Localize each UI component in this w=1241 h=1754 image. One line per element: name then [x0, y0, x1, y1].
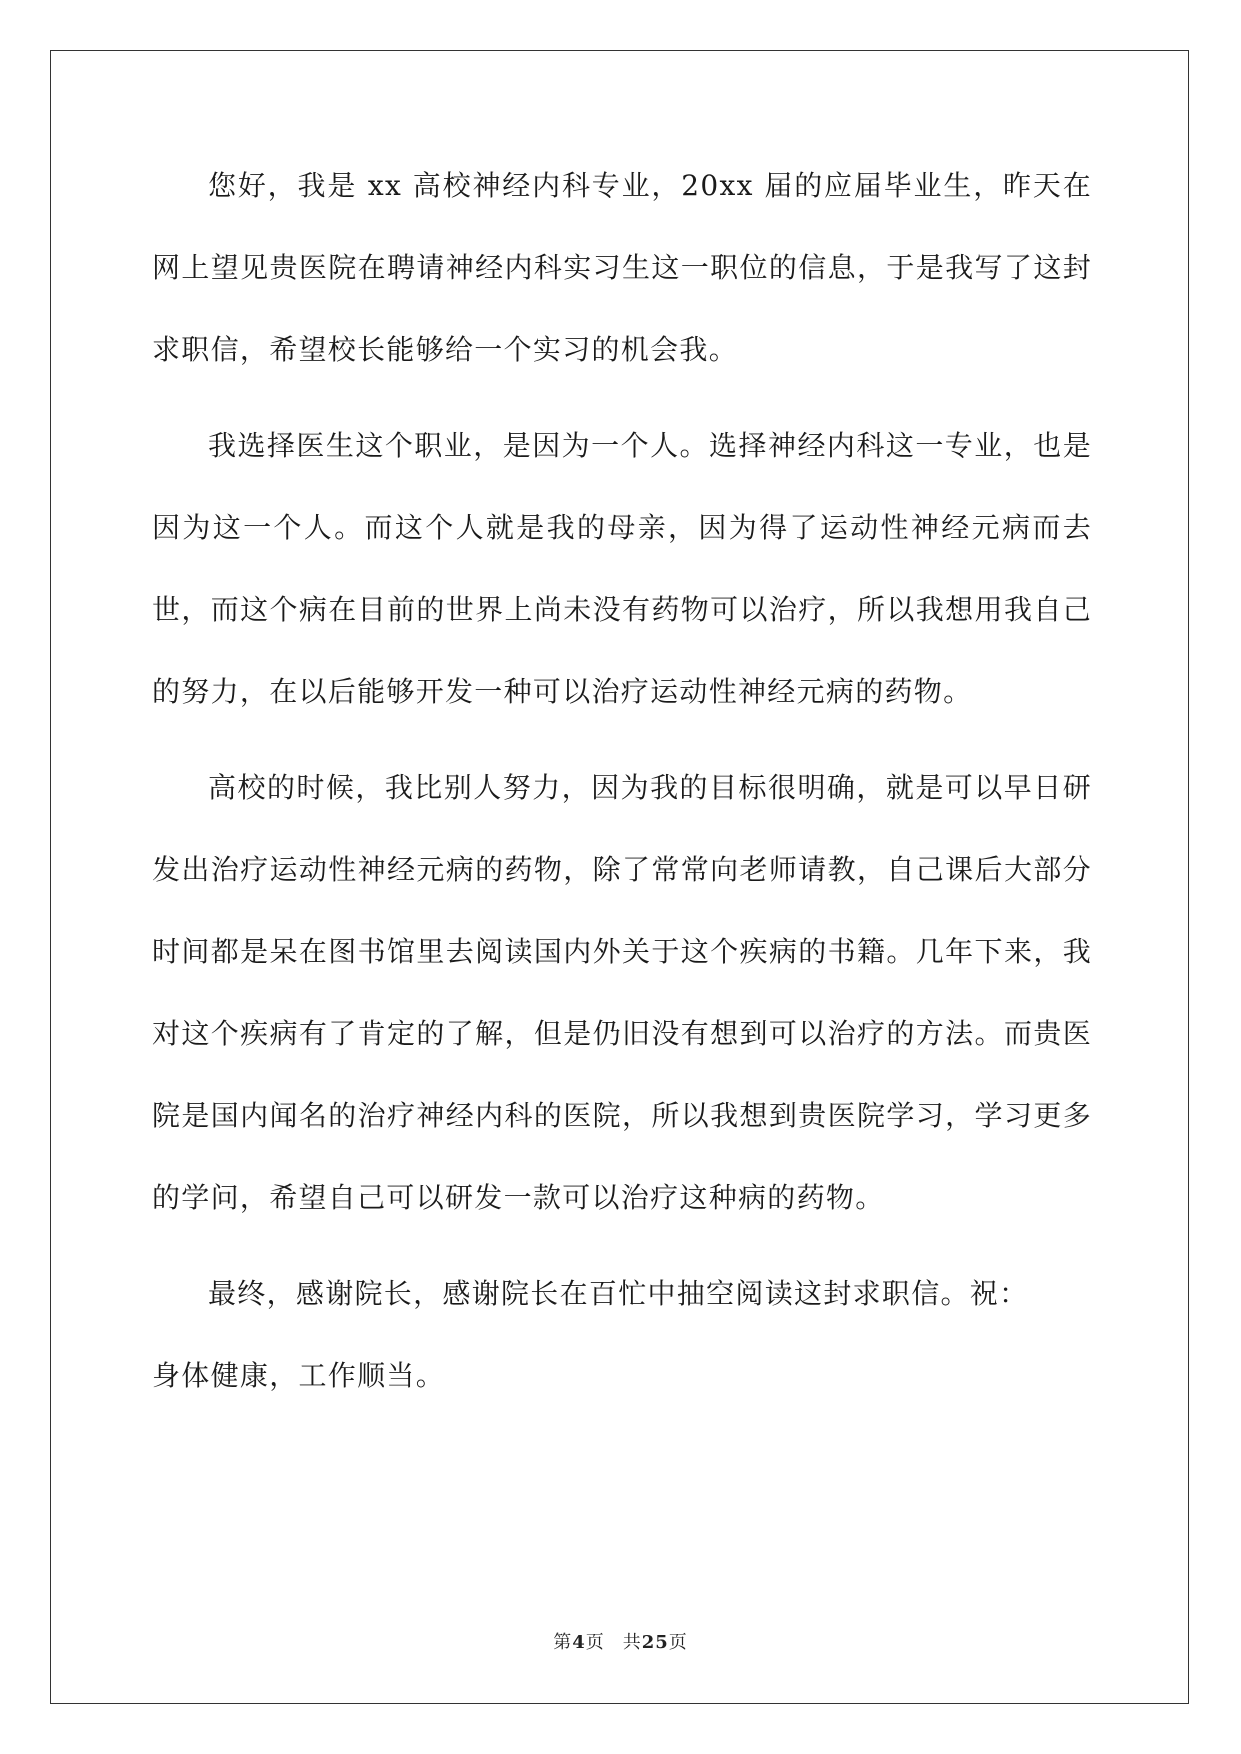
page-prefix: 第: [553, 1632, 573, 1653]
paragraph-motivation: 我选择医生这个职业，是因为一个人。选择神经内科这一专业，也是因为这一个人。而这个人就是我的母亲，因为得了运动性神经元病而去世，而这个病在目前的世界上尚未没有药物可以治疗，所以我想用我自己的努力，在以后能够开发一种可以治疗运动性神经元病的药物。: [152, 429, 1092, 708]
paragraph-education: 高校的时候，我比别人努力，因为我的目标很明确，就是可以早日研发出治疗运动性神经元病的药物，除了常常向老师请教，自己课后大部分时间都是呆在图书馆里去阅读国内外关于这个疾病的书籍。几年下来，我对这个疾病有了肯定的了解，但是仍旧没有想到可以治疗的方法。而贵医院是国内闻名的治疗神经内科的医院，所以我想到贵医院学习，学习更多的学问，希望自己可以研发一款可以治疗这种病的药物。: [152, 771, 1092, 1214]
page-number: 4: [572, 1632, 586, 1653]
document-body: [152, 145, 1092, 1431]
page-footer: [0, 1628, 1241, 1654]
total-pages: 25: [641, 1632, 669, 1653]
page-suffix: 页: [585, 1632, 605, 1653]
total-suffix: 页: [668, 1632, 688, 1653]
paragraph-closing: 最终，感谢院长，感谢院长在百忙中抽空阅读这封求职信。祝：: [208, 1277, 1029, 1310]
paragraph-wishes: 身体健康，工作顺当。: [152, 1359, 446, 1392]
total-prefix: 共: [622, 1632, 642, 1653]
paragraph-greeting: 您好，我是 xx 高校神经内科专业，20xx 届的应届毕业生，昨天在网上望见贵医院在聘请神经内科实习生这一职位的信息，于是我写了这封求职信，希望校长能够给一个实习的机会我。: [152, 169, 1092, 366]
